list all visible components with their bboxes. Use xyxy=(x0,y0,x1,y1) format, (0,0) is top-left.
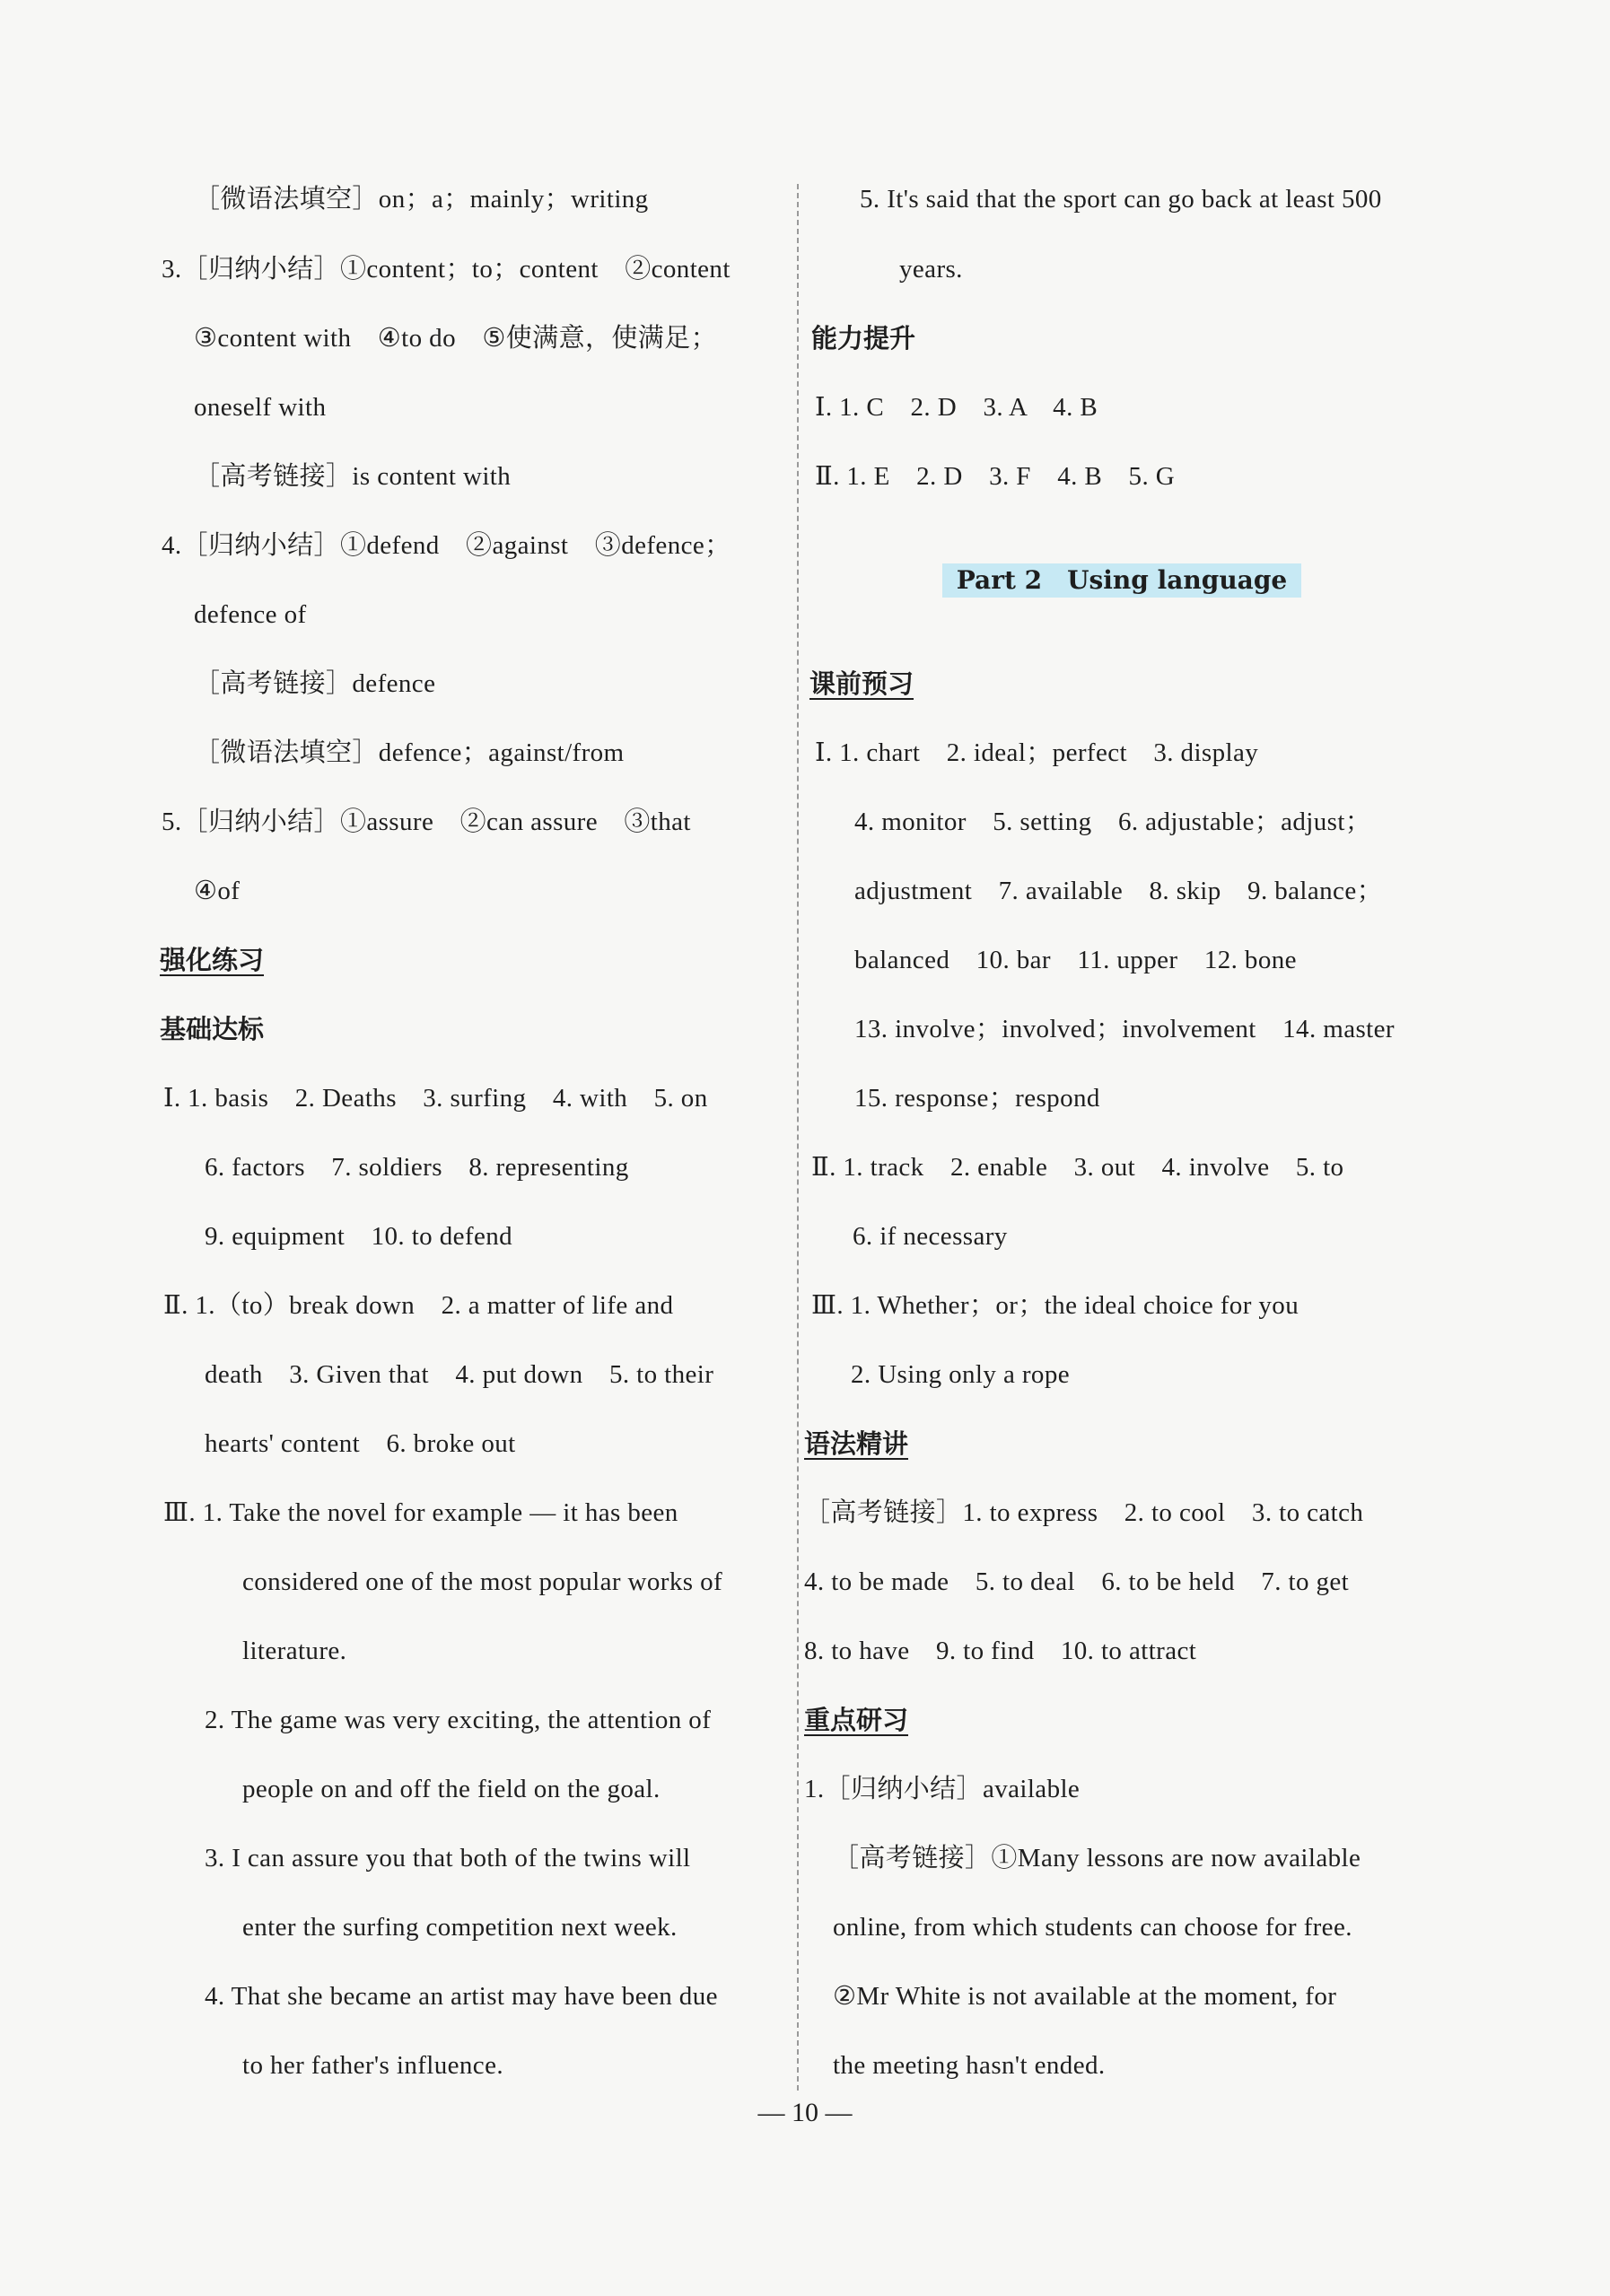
text-line: Ⅲ. 1. Take the novel for example — it has been xyxy=(163,1498,678,1527)
section-heading: 强化练习 xyxy=(160,945,265,975)
text-line: people on and off the field on the goal. xyxy=(242,1775,661,1803)
text-line: considered one of the most popular works of xyxy=(242,1567,723,1596)
text-line: 9. equipment 10. to defend xyxy=(205,1222,513,1251)
text-line: balanced 10. bar 11. upper 12. bone xyxy=(854,946,1297,974)
text-line: ［微语法填空］defence；against/from xyxy=(194,738,625,767)
text-line: ③content with ④to do ⑤使满意，使满足； xyxy=(194,324,717,353)
page-number: — 10 — xyxy=(757,2098,853,2127)
text-line: ［高考链接］①Many lessons are now available xyxy=(833,1844,1361,1873)
section-heading: 语法精讲 xyxy=(804,1428,909,1459)
section-heading: 课前预习 xyxy=(809,668,914,699)
text-line: Ⅱ. 1.（to）break down 2. a matter of life and xyxy=(163,1291,674,1320)
text-line: 4. to be made 5. to deal 6. to be held 7. to get xyxy=(804,1567,1350,1596)
column-divider xyxy=(797,184,799,2091)
text-line: 4. That she became an artist may have been due xyxy=(205,1982,718,2011)
text-line: Ⅰ. 1. chart 2. ideal；perfect 3. display xyxy=(815,738,1259,767)
text-line: 8. to have 9. to find 10. to attract xyxy=(804,1637,1197,1665)
text-line: Ⅱ. 1. track 2. enable 3. out 4. involve 5. to xyxy=(811,1153,1344,1182)
text-line: enter the surfing competition next week. xyxy=(242,1913,678,1942)
text-line: to her father's influence. xyxy=(242,2051,503,2080)
text-line: 5. It's said that the sport can go back at least 500 xyxy=(860,185,1382,214)
text-line: adjustment 7. available 8. skip 9. balance； xyxy=(854,877,1384,905)
part-banner: Part 2 Using language xyxy=(942,563,1301,598)
text-line: ④of xyxy=(194,877,241,905)
text-line: 4.［归纳小结］①defend ②against ③defence； xyxy=(162,531,731,560)
text-line: 5.［归纳小结］①assure ②can assure ③that xyxy=(162,808,691,836)
text-line: ②Mr White is not available at the moment, for xyxy=(833,1982,1337,2011)
text-line: 3. I can assure you that both of the twins will xyxy=(205,1844,691,1873)
text-line: 6. factors 7. soldiers 8. representing xyxy=(205,1153,629,1182)
text-line: hearts' content 6. broke out xyxy=(205,1429,516,1458)
text-line: death 3. Given that 4. put down 5. to their xyxy=(205,1360,714,1389)
text-line: 15. response；respond xyxy=(854,1084,1100,1113)
text-line: 6. if necessary xyxy=(853,1222,1008,1251)
text-line: 13. involve；involved；involvement 14. master xyxy=(854,1015,1395,1043)
text-line: 1.［归纳小结］available xyxy=(804,1775,1081,1803)
text-line: 2. Using only a rope xyxy=(851,1360,1070,1389)
text-line: Ⅲ. 1. Whether；or；the ideal choice for you xyxy=(811,1291,1299,1320)
text-line: defence of xyxy=(194,600,307,629)
text-line: years. xyxy=(899,255,963,284)
text-line: ［高考链接］is content with xyxy=(194,462,512,491)
text-line: oneself with xyxy=(194,393,327,422)
text-line: ［高考链接］1. to express 2. to cool 3. to catch xyxy=(804,1498,1364,1527)
text-line: the meeting hasn't ended. xyxy=(833,2051,1106,2080)
section-heading: 重点研习 xyxy=(804,1705,909,1735)
text-line: 2. The game was very exciting, the attention of xyxy=(205,1706,712,1734)
text-line: Ⅰ. 1. C 2. D 3. A 4. B xyxy=(815,393,1098,422)
text-line: ［微语法填空］on；a；mainly；writing xyxy=(194,185,649,214)
text-line: literature. xyxy=(242,1637,347,1665)
text-line: ［高考链接］defence xyxy=(194,669,436,698)
text-line: Ⅱ. 1. E 2. D 3. F 4. B 5. G xyxy=(815,462,1176,491)
text-line: 4. monitor 5. setting 6. adjustable；adjust； xyxy=(854,808,1372,836)
text-line: 3.［归纳小结］①content；to；content ②content xyxy=(162,255,731,284)
section-heading: 能力提升 xyxy=(811,323,916,354)
text-line: Ⅰ. 1. basis 2. Deaths 3. surfing 4. with 5. on xyxy=(163,1084,708,1113)
subsection-heading: 基础达标 xyxy=(160,1014,265,1044)
text-line: online, from which students can choose for free. xyxy=(833,1913,1352,1942)
